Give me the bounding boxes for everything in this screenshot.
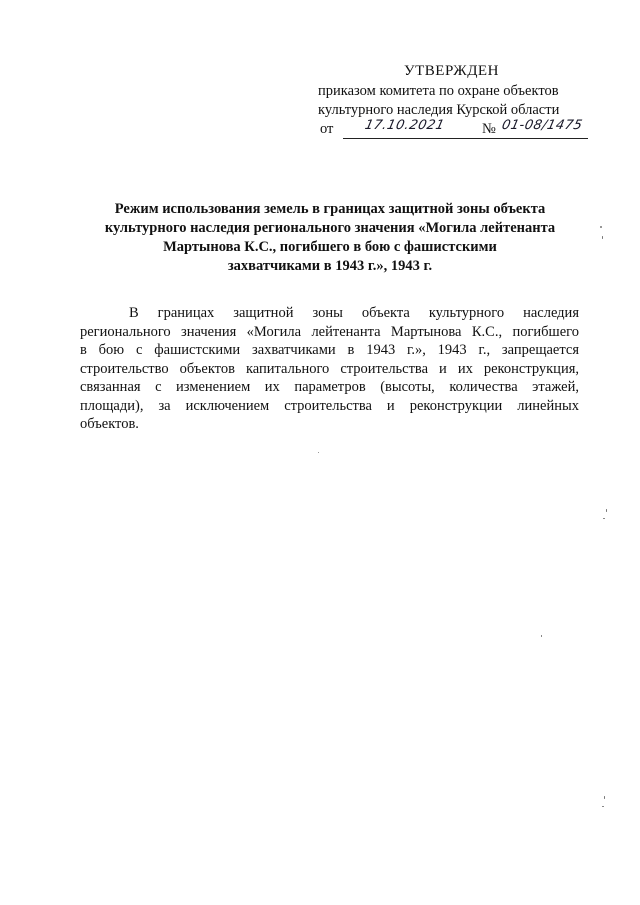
document-title (80, 200, 580, 276)
body-line: строительство объектов капитального строительства и их реконструкция, (80, 360, 579, 377)
approved-heading: УТВЕРЖДЕН (404, 63, 499, 79)
title-line: захватчиками в 1943 г.», 1943 г. (227, 258, 433, 274)
date-field (343, 120, 503, 139)
scan-speck (602, 806, 604, 807)
approval-stamp (318, 62, 618, 142)
number-label: № (482, 121, 496, 137)
body-line: в бою с фашистскими захватчиками в 1943 г.», 1943 г., запрещается (80, 342, 579, 358)
approval-line-2: культурного наследия Курской области (318, 102, 560, 118)
scan-speck (606, 509, 607, 512)
body-line: регионального значения «Могила лейтенанта Мартынова К.С., погибшего (80, 323, 579, 340)
body-line: объектов. (80, 416, 139, 432)
scan-speck (541, 635, 542, 637)
date-label: от (320, 121, 334, 137)
handwritten-date: 17.10.2021 (363, 118, 447, 133)
order-reference (318, 120, 618, 142)
scan-speck (602, 236, 603, 239)
title-line: Режим использования земель в границах защитной зоны объекта (114, 201, 546, 217)
body-line: площади), за исключением строительства и реконструкции линейных (80, 397, 579, 414)
approval-line-1: приказом комитета по охране объектов (318, 83, 559, 99)
body-line: В границах защитной зоны объекта культурного наследия (129, 305, 579, 321)
body-line: связанная с изменением их параметров (высоты, количества этажей, (80, 379, 579, 395)
scan-speck (600, 226, 602, 228)
number-field (500, 120, 588, 139)
title-line: Мартынова К.С., погибшего в бою с фашистскими (163, 239, 497, 255)
handwritten-number: 01-08/1475 (500, 118, 584, 133)
scan-speck (604, 796, 605, 799)
scan-speck (318, 452, 319, 453)
body-paragraph (80, 304, 579, 434)
title-line: культурного наследия регионального значения «Могила лейтенанта (104, 220, 556, 236)
scan-speck (603, 518, 605, 519)
